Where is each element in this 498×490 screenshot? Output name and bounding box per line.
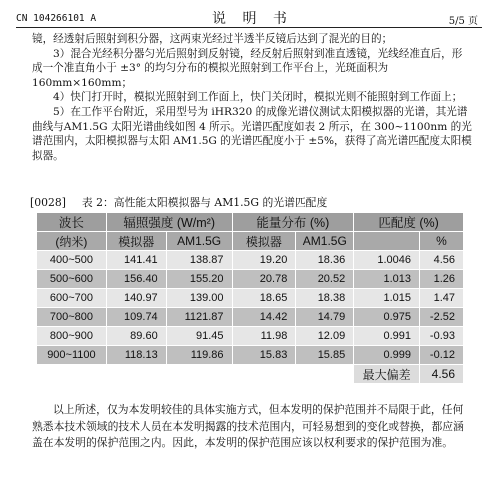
cell-value: 19.20: [232, 251, 296, 270]
cell-wavelength: 900~1100: [37, 346, 107, 365]
cell-value: 118.13: [106, 346, 166, 365]
subheader-empty: [354, 232, 420, 251]
cell-value: 1121.87: [166, 308, 232, 327]
table-row: [37, 308, 464, 327]
table-row: [37, 346, 464, 365]
cell-value: 14.79: [296, 308, 354, 327]
header-wavelength: 波长: [37, 213, 107, 232]
cell-value: 12.09: [296, 327, 354, 346]
cell-value: 1.26: [420, 270, 464, 289]
cell-value: 0.975: [354, 308, 420, 327]
paragraph-continuation: 镜，经透射后照射到积分器，这两束光经过半透半反镜后达到了混光的目的；: [32, 33, 393, 45]
header-unit: (纳米): [37, 232, 107, 251]
subheader-sim: 模拟器: [106, 232, 166, 251]
cell-value: -2.52: [420, 308, 464, 327]
paragraph-step-4: 4）快门打开时，模拟光照射到工作面上，快门关闭时，模拟光则不能照射到工作面上；: [53, 91, 463, 104]
summary-spacer: [37, 365, 354, 384]
table-row: [37, 270, 464, 289]
cell-wavelength: 500~600: [37, 270, 107, 289]
spectral-match-table: [36, 212, 464, 384]
summary-value: 4.56: [420, 365, 464, 384]
cell-value: 109.74: [106, 308, 166, 327]
cell-value: 1.0046: [354, 251, 420, 270]
cell-value: 15.85: [296, 346, 354, 365]
summary-label: 最大偏差: [354, 365, 420, 384]
cell-value: 1.47: [420, 289, 464, 308]
closing-paragraph: [32, 402, 468, 452]
paragraph-tag: [0028]: [30, 196, 66, 209]
cell-value: 1.015: [354, 289, 420, 308]
patent-number: CN 104266101 A: [16, 13, 97, 24]
table-caption: [30, 195, 327, 210]
cell-value: 141.41: [106, 251, 166, 270]
cell-value: 1.013: [354, 270, 420, 289]
cell-value: 156.40: [106, 270, 166, 289]
subheader-am15g: AM1.5G: [296, 232, 354, 251]
header-irradiance: 辐照强度 (W/m²): [106, 213, 232, 232]
closing-text: 以上所述，仅为本发明较佳的具体实施方式，但本发明的保护范围并不局限于此，任何熟悉本技术领域的技术人员在本发明揭露的技术范围内，可轻易想到的变化或替换，都应涵盖在本发明的保护范围之内。因此，本发明的保护范围应该以权利要求的保护范围为准。: [32, 403, 464, 449]
cell-value: -0.12: [420, 346, 464, 365]
subheader-am15g: AM1.5G: [166, 232, 232, 251]
paragraph-step-3: 3）混合光经积分器匀光后照射到反射镜，经反射后照射到准直透镜，光线经准直后，形成一个准直角小于 ±3° 的均匀分布的模拟光照射到工作平台上，光斑面积为160mm×160mm；: [32, 47, 463, 89]
table-row: [37, 327, 464, 346]
header-energy: 能量分布 (%): [232, 213, 354, 232]
document-title: 说 明 书: [212, 11, 293, 27]
cell-value: 155.20: [166, 270, 232, 289]
header-divider: [16, 27, 482, 28]
cell-value: 15.83: [232, 346, 296, 365]
table-subheader-row: [37, 232, 464, 251]
cell-value: 18.65: [232, 289, 296, 308]
cell-wavelength: 400~500: [37, 251, 107, 270]
cell-value: 14.42: [232, 308, 296, 327]
header-match: 匹配度 (%): [354, 213, 464, 232]
cell-value: -0.93: [420, 327, 464, 346]
cell-wavelength: 700~800: [37, 308, 107, 327]
paragraph-step-5: 5）在工作平台附近，采用型号为 iHR320 的成像光谱仪测试太阳模拟器的光谱，其光谱曲线与AM1.5G 太阳光谱曲线如图 4 所示。光谱匹配度如表 2 所示，在 300~1100nm 的光谱范围内，太阳模拟器与太阳 AM1.5G 的光谱匹配度小于 ±5%，获得了高光谱匹配度太阳模拟器。: [32, 105, 472, 162]
subheader-sim: 模拟器: [232, 232, 296, 251]
cell-wavelength: 800~900: [37, 327, 107, 346]
table-header-row: [37, 213, 464, 232]
cell-value: 0.991: [354, 327, 420, 346]
cell-value: 18.36: [296, 251, 354, 270]
table-row: [37, 251, 464, 270]
table-summary-row: [37, 365, 464, 384]
cell-value: 20.52: [296, 270, 354, 289]
cell-value: 138.87: [166, 251, 232, 270]
subheader-percent: %: [420, 232, 464, 251]
cell-value: 4.56: [420, 251, 464, 270]
table-row: [37, 289, 464, 308]
cell-value: 119.86: [166, 346, 232, 365]
cell-value: 11.98: [232, 327, 296, 346]
caption-text: 表 2：高性能太阳模拟器与 AM1.5G 的光谱匹配度: [81, 196, 328, 209]
cell-value: 89.60: [106, 327, 166, 346]
cell-value: 91.45: [166, 327, 232, 346]
cell-value: 18.38: [296, 289, 354, 308]
cell-value: 140.97: [106, 289, 166, 308]
cell-value: 139.00: [166, 289, 232, 308]
page-number: 5/5 页: [448, 16, 478, 27]
cell-wavelength: 600~700: [37, 289, 107, 308]
cell-value: 20.78: [232, 270, 296, 289]
body-text: [32, 32, 472, 163]
cell-value: 0.999: [354, 346, 420, 365]
